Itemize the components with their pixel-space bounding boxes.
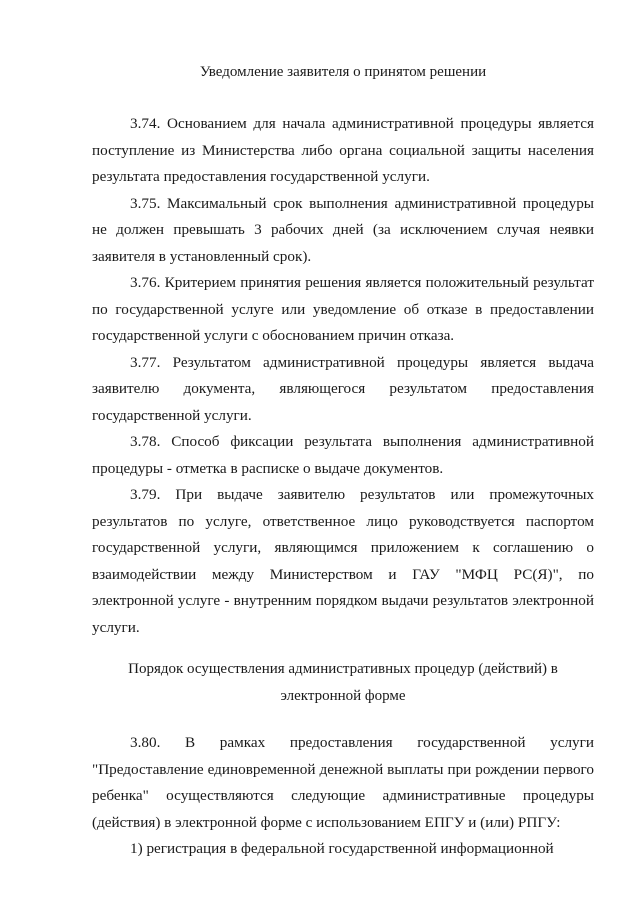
paragraph-list-item-1: 1) регистрация в федеральной государственной информационной [130, 840, 554, 857]
section-heading-notification: Уведомление заявителя о принятом решении [199, 64, 487, 80]
section-heading-electronic [92, 656, 594, 710]
paragraph-3-80: 3.80. В рамках предоставления государственной услуги "Предоставление единовременной денежной выплаты при рождении первого ребенка" осуществляются следующие административные процедуры (действия) в электронной форме с использованием ЕПГУ и (или) РПГУ: [92, 734, 594, 831]
paragraph-3-79: 3.79. При выдаче заявителю результатов или промежуточных результатов по услуге, ответственное лицо руководствуется паспортом государственной услуги, являющимся приложением к соглашению о взаимодействии между Министерством и ГАУ "МФЦ РС(Я)", по электронной услуге - внутренним порядком выдачи результатов электронной услуги. [92, 486, 594, 636]
paragraph-3-75: 3.75. Максимальный срок выполнения административной процедуры не должен превышать 3 рабочих дней (за исключением случая неявки заявителя в установленный срок). [92, 194, 594, 265]
paragraph-3-76: 3.76. Критерием принятия решения является положительный результат по государственной услуге или уведомление об отказе в предоставлении государственной услуги с обоснованием причин отказа. [92, 274, 594, 344]
section-heading-electronic-line-2: электронной форме [280, 688, 406, 704]
document-page [92, 0, 594, 905]
section-body-notification [92, 111, 594, 863]
section-heading-electronic-line-1: Порядок осуществления административных процедур (действий) в [128, 661, 558, 677]
paragraph-3-78: 3.78. Способ фиксации результата выполнения административной процедуры - отметка в расписке о выдаче документов. [92, 433, 594, 477]
paragraph-3-77: 3.77. Результатом административной процедуры является выдача заявителю документа, являющегося результатом предоставления государственной услуги. [92, 353, 594, 424]
paragraph-3-74: 3.74. Основанием для начала административной процедуры является поступление из Министерства либо органа социальной защиты населения результата предоставления государственной услуги. [92, 115, 594, 185]
